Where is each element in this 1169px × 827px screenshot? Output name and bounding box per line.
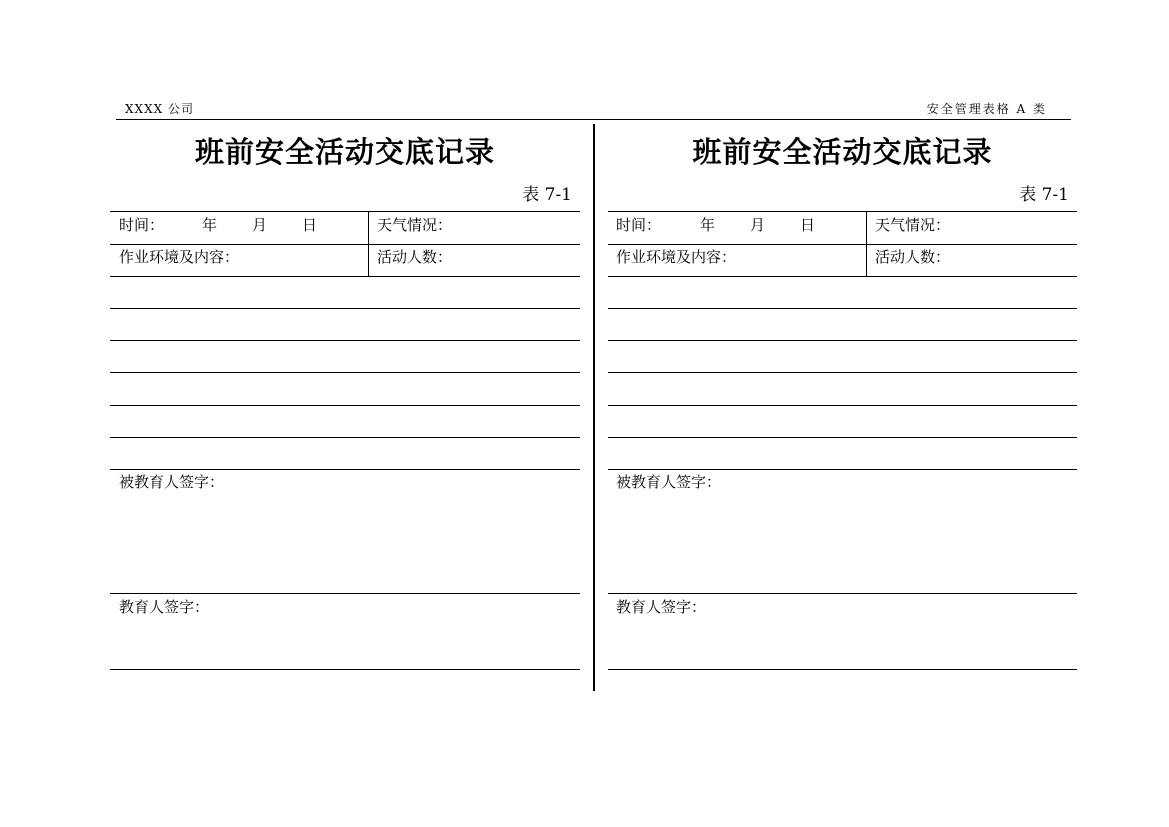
content-line [110,469,580,470]
participants-label: 活动人数： [875,248,951,266]
company-name: XXXX 公司 [125,102,194,116]
time-label: 时间： [119,216,165,234]
time-label: 时间： [616,216,662,234]
content-line [110,276,580,277]
center-divider [593,124,595,691]
table-top-border [110,211,580,212]
environment-label: 作业环境及内容： [616,248,737,266]
table-top-border [608,211,1077,212]
content-line [110,308,580,309]
trainee-signature-label: 被教育人签字： [616,473,722,491]
record-form-right [608,124,1077,684]
year-label: 年 [202,216,218,234]
month-label: 月 [252,216,268,234]
content-line [110,405,580,406]
content-line [608,276,1077,277]
day-label: 日 [302,216,318,234]
environment-label: 作业环境及内容： [119,248,240,266]
table-bottom-border [608,669,1077,670]
form-code: 表 7-1 [1019,185,1069,205]
content-line [110,340,580,341]
form-title: 班前安全活动交底记录 [194,135,495,169]
signature-divider [110,593,580,594]
content-line [110,372,580,373]
educator-signature-label: 教育人签字： [119,598,210,616]
month-label: 月 [750,216,766,234]
content-line [608,437,1077,438]
form-category: 安全管理表格 A 类 [926,102,1047,116]
day-label: 日 [800,216,816,234]
participants-label: 活动人数： [377,248,453,266]
content-line [608,405,1077,406]
content-line [110,437,580,438]
educator-signature-label: 教育人签字： [616,598,707,616]
content-line [608,340,1077,341]
weather-label: 天气情况： [875,216,951,234]
header-divider [116,119,1071,120]
content-line [608,372,1077,373]
row-divider [608,244,1077,245]
trainee-signature-label: 被教育人签字： [119,473,225,491]
record-form-left [110,124,580,684]
form-code: 表 7-1 [522,185,572,205]
content-line [608,469,1077,470]
table-bottom-border [110,669,580,670]
year-label: 年 [700,216,716,234]
signature-divider [608,593,1077,594]
content-line [608,308,1077,309]
form-title: 班前安全活动交底记录 [692,135,993,169]
row-divider [110,244,580,245]
weather-label: 天气情况： [377,216,453,234]
